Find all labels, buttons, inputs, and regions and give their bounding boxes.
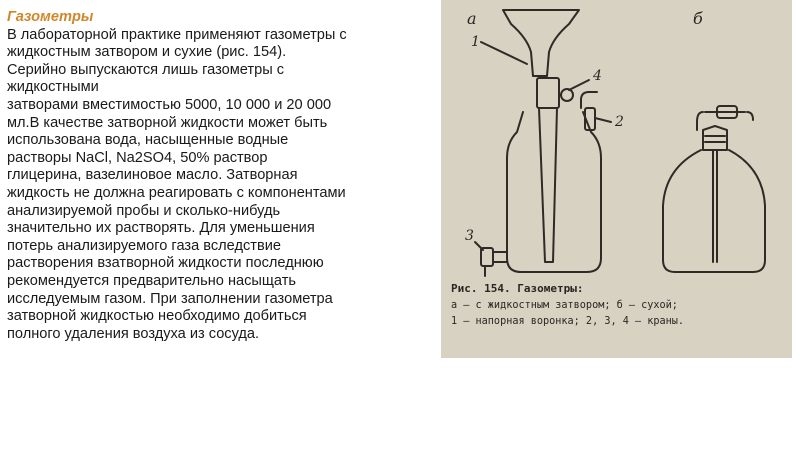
label-2: 2	[615, 114, 624, 130]
body-line: глицерина, вазелиновое масло. Затворная	[7, 167, 298, 184]
label-3: 3	[465, 228, 474, 244]
side-tube	[581, 92, 597, 108]
body-line: затворами вместимостью 5000, 10 000 и 20 000	[7, 96, 332, 113]
body-line: анализируемой пробы и сколько-нибудь	[7, 202, 281, 219]
label-1: 1	[471, 34, 480, 50]
body-line: потерь анализируемого газа вследствие	[7, 237, 281, 254]
body-line: жидкостными	[7, 79, 99, 96]
funnel-tube	[539, 108, 557, 262]
gasometer-drawing	[441, 0, 792, 358]
body-line: рекомендуется предварительно насыщать	[7, 272, 297, 289]
body-line: использована вода, насыщенные водные	[7, 132, 289, 149]
slide-title: Газометры	[7, 9, 94, 25]
text-block	[7, 9, 435, 343]
body-line: исследуемым газом. При заполнении газометра	[7, 290, 333, 307]
body-line: значительно их растворять. Для уменьшения	[7, 220, 315, 237]
body-line: затворной жидкостью необходимо добиться	[7, 308, 307, 325]
body-line: полного удаления воздуха из сосуда.	[7, 325, 260, 342]
stopcock-4	[537, 78, 559, 108]
body-line: Серийно выпускаются лишь газометры с	[7, 61, 285, 78]
label-4: 4	[593, 68, 602, 84]
stopcock-3	[493, 252, 507, 262]
dry-stopper	[703, 126, 727, 150]
caption-line: Рис. 154. Газометры:	[451, 282, 584, 295]
funnel	[503, 10, 579, 76]
caption-line: а — с жидкостным затвором; б — сухой;	[451, 300, 678, 311]
body-line: жидкостным затвором и сухие (рис. 154).	[7, 44, 287, 61]
caption-line: 1 — напорная воронка; 2, 3, 4 — краны.	[451, 316, 685, 327]
label-b: б	[693, 9, 703, 28]
body-line: мл.В качестве затворной жидкости может быть	[7, 114, 328, 131]
body-line: В лабораторной практике применяют газометры с	[7, 26, 347, 43]
label-a: а	[467, 9, 477, 28]
gasometer-figure	[441, 0, 792, 358]
body-line: растворы NaCl, Na2SO4, 50% раствор	[7, 149, 268, 166]
body-line: растворения взатворной жидкости последнюю	[7, 255, 324, 272]
body-line: жидкость не должна реагировать с компонентами	[7, 184, 346, 201]
